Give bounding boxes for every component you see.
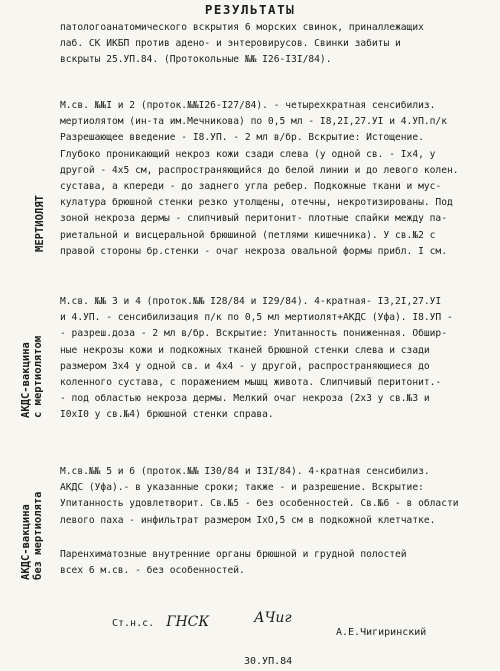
conclusion-line: всех 6 м.св. - без особенностей. <box>60 565 245 577</box>
text-line: - разреш.доза - 2 мл в/бр. Вскрытие: Упитанность пониженная. Обшир- <box>60 328 447 340</box>
side-label-akds-with-mertiolyat <box>20 336 44 418</box>
text-line: Упитанность удовлетворит. Св.№5 - без особенностей. Св.№6 - в области <box>60 498 459 510</box>
conclusion-line: Паренхиматозные внутренние органы брюшной и грудной полостей <box>60 549 407 560</box>
text-line: АКДС (Уфа).- в указанные сроки; также - и разрешение. Вскрытие: <box>60 482 424 494</box>
text-line: Глубоко проникающий некроз кожи сзади слева (у одной св. - Iх4, у <box>60 148 436 160</box>
text-line: зоной некроза дермы - слипчивый перитонит- плотные спайки между па- <box>60 213 447 225</box>
text-line: другой - 4х5 см, распространяющийся до белой линии и до левого колен. <box>60 164 459 176</box>
text-line: левого паха - инфильтрат размером IхО,5 см в подкожной клетчатке. <box>60 514 436 526</box>
signature-position <box>112 614 209 630</box>
side-label-line: АКДС-вакцина <box>20 342 32 418</box>
intro-line: вскрыты 25.УП.84. (Протокольные №№ I26-I3I/84). <box>60 54 332 66</box>
side-label-line: АКДС-вакцина <box>20 504 32 580</box>
signature-position-text: Ст.н.с. <box>112 618 155 629</box>
conclusion-paragraph <box>60 547 480 579</box>
text-line: кулатура брюшной стенки резко утолщены, отечны, некротизированы. Под <box>60 197 453 209</box>
text-line: сустава, а кпереди - до заднего угла ребер. Подкожные ткани и мус- <box>60 180 442 192</box>
document-date: 30.УП.84 <box>244 656 293 667</box>
text-line: правой стороны бр.стенки - очаг некроза овальной формы прибл. I см. <box>60 245 447 257</box>
handwritten-signature: АЧиг <box>254 610 292 626</box>
text-line: М.св. №№ 3 и 4 (проток.№№ I28/84 и I29/84). 4-кратная- I3,2I,27.УI <box>60 296 442 307</box>
intro-line: патологоанатомического вскрытия 6 морских свинок, приналлежащих <box>60 22 424 33</box>
side-label-line: МЕРТИОЛЯТ <box>34 195 46 252</box>
text-line: М.св.№№ 5 и 6 (проток.№№ I30/84 и I3I/84). 4-кратная сенсибилиз. <box>60 466 430 477</box>
signature-name: А.Е.Чигиринский <box>336 627 427 638</box>
text-line: размером 3х4 у одной св. и 4х4 - у другой, распространяющиеся до <box>60 360 430 372</box>
signature-org: ГНСК <box>166 614 210 630</box>
side-label-line: без мертиолята <box>32 491 44 580</box>
section-akds-with-mertiolyat <box>60 294 480 424</box>
text-line: ные некрозы кожи и подкожных тканей брюшной стенки слева и сзади <box>60 344 430 356</box>
side-label-akds-without-mertiolyat <box>20 491 44 580</box>
text-line: - под областью некроза дермы. Мелкий очаг некроза (2х3 у св.№3 и <box>60 393 430 405</box>
section-akds-without-mertiolyat <box>60 464 480 529</box>
document-title: РЕЗУЛЬТАТЫ <box>204 2 296 17</box>
intro-line: лаб. СК ИКБП против адено- и энтеровирусов. Свинки забиты и <box>60 38 401 50</box>
section-mertiolyat <box>60 98 480 260</box>
side-label-line: с мертиолятом <box>32 335 44 418</box>
text-line: коленного сустава, с поражением мышц живота. Слипчивый перитонит.- <box>60 376 442 388</box>
text-line: риетальной и висцеральной брюшиной (петлями кишечника). У св.№2 с <box>60 229 436 241</box>
text-line: I0хI0 у св.№4) брюшной стенки справа. <box>60 409 274 421</box>
text-line: Разрешающее введение - I8.УП. - 2 мл в/бр. Вскрытие: Истощение. <box>60 132 424 144</box>
intro-paragraph <box>60 20 480 69</box>
text-line: мертиолятом (ин-та им.Мечникова) по 0,5 мл - I8,2I,27.УI и 4.УП.п/к <box>60 116 447 128</box>
side-label-mertiolyat <box>34 195 46 252</box>
text-line: и 4.УП. - сенсибилизация п/к по 0,5 мл мертиолят+АКДС (Уфа). I8.УП - <box>60 312 453 324</box>
text-line: М.св. №№I и 2 (проток.№№I26-I27/84). - четырехкратная сенсибилиз. <box>60 100 436 111</box>
